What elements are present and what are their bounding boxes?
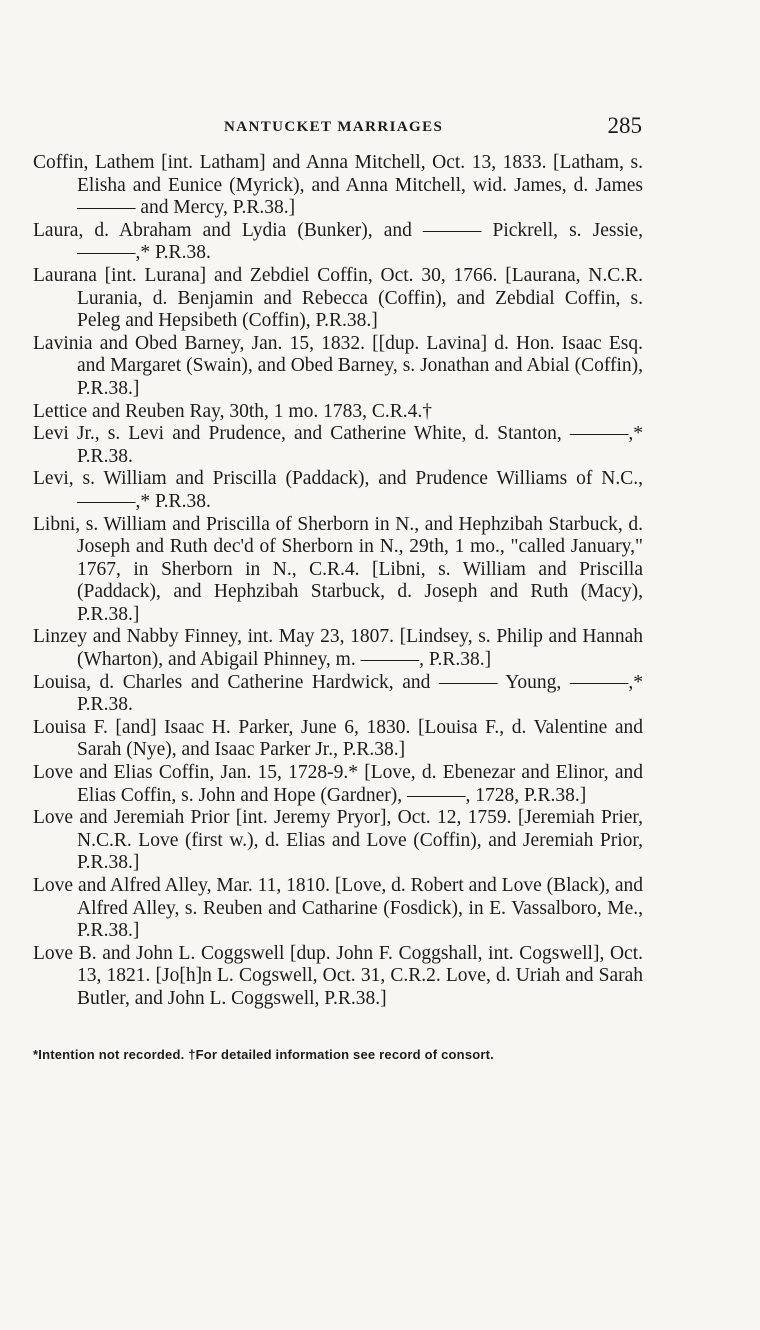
page-number: 285: [607, 113, 642, 138]
marriage-entry: Love B. and John L. Coggswell [dup. John F. Coggshall, int. Cogswell], Oct. 13, 1821. [Jo[h]n L. Cogswell, Oct. 31, C.R.2. Love, d. Uriah and Sarah Butler, and John L. Coggswell, P.R.38.]: [33, 942, 643, 1009]
marriage-entry: Coffin, Lathem [int. Latham] and Anna Mitchell, Oct. 13, 1833. [Latham, s. Elisha and Eunice (Myrick), and Anna Mitchell, wid. James, d. James ——— and Mercy, P.R.38.]: [33, 152, 643, 219]
marriage-entry: Louisa F. [and] Isaac H. Parker, June 6, 1830. [Louisa F., d. Valentine and Sarah (Nye), and Isaac Parker Jr., P.R.38.]: [33, 716, 643, 761]
marriage-entry: Linzey and Nabby Finney, int. May 23, 1807. [Lindsey, s. Philip and Hannah (Wharton), and Abigail Phinney, m. ———, P.R.38.]: [33, 626, 643, 671]
marriage-entry: Love and Elias Coffin, Jan. 15, 1728-9.* [Love, d. Ebenezar and Elinor, and Elias Coffin, s. John and Hope (Gardner), ———, 1728, P.R.38.]: [33, 762, 643, 806]
marriage-entry: Lavinia and Obed Barney, Jan. 15, 1832. [[dup. Lavina] d. Hon. Isaac Esq. and Margaret (Swain), and Obed Barney, s. Jonathan and Abial (Coffin), P.R.38.]: [33, 332, 643, 399]
marriage-entries: [33, 152, 643, 1011]
marriage-entry: Laura, d. Abraham and Lydia (Bunker), and ——— Pickrell, s. Jessie, ———,* P.R.38.: [33, 219, 643, 264]
running-title: NANTUCKET MARRIAGES: [224, 119, 444, 135]
page-header: [32, 115, 642, 145]
marriage-entry: Love and Jeremiah Prior [int. Jeremy Pryor], Oct. 12, 1759. [Jeremiah Prier, N.C.R. Love (first w.), d. Elias and Love (Coffin), and Jeremiah Prior, P.R.38.]: [33, 807, 643, 874]
marriage-entry: Libni, s. William and Priscilla of Sherborn in N., and Hephzibah Starbuck, d. Joseph and Ruth dec'd of Sherborn in N., 29th, 1 mo., "called January," 1767, in Sherborn in N., C.R.4. [Libni, s. William and Priscilla (Paddack), and Hephzibah Starbuck, d. Joseph and Ruth (Macy), P.R.38.]: [33, 513, 643, 625]
marriage-entry: Levi, s. William and Priscilla (Paddack), and Prudence Williams of N.C., ———,* P.R.38.: [33, 468, 643, 512]
footnote: *Intention not recorded. †For detailed information see record of consort.: [33, 1047, 494, 1062]
marriage-entry: Lettice and Reuben Ray, 30th, 1 mo. 1783, C.R.4.†: [33, 400, 432, 422]
marriage-entry: Louisa, d. Charles and Catherine Hardwick, and ——— Young, ———,* P.R.38.: [33, 671, 643, 716]
marriage-entry: Laurana [int. Lurana] and Zebdiel Coffin, Oct. 30, 1766. [Laurana, N.C.R. Lurania, d. Benjamin and Rebecca (Coffin), and Zebdial Coffin, s. Peleg and Hepsibeth (Coffin), P.R.38.]: [33, 264, 643, 332]
marriage-entry: Levi Jr., s. Levi and Prudence, and Catherine White, d. Stanton, ———,* P.R.38.: [33, 423, 643, 467]
marriage-entry: Love and Alfred Alley, Mar. 11, 1810. [Love, d. Robert and Love (Black), and Alfred Alley, s. Reuben and Catharine (Fosdick), in E. Vassalboro, Me., P.R.38.]: [33, 875, 643, 942]
